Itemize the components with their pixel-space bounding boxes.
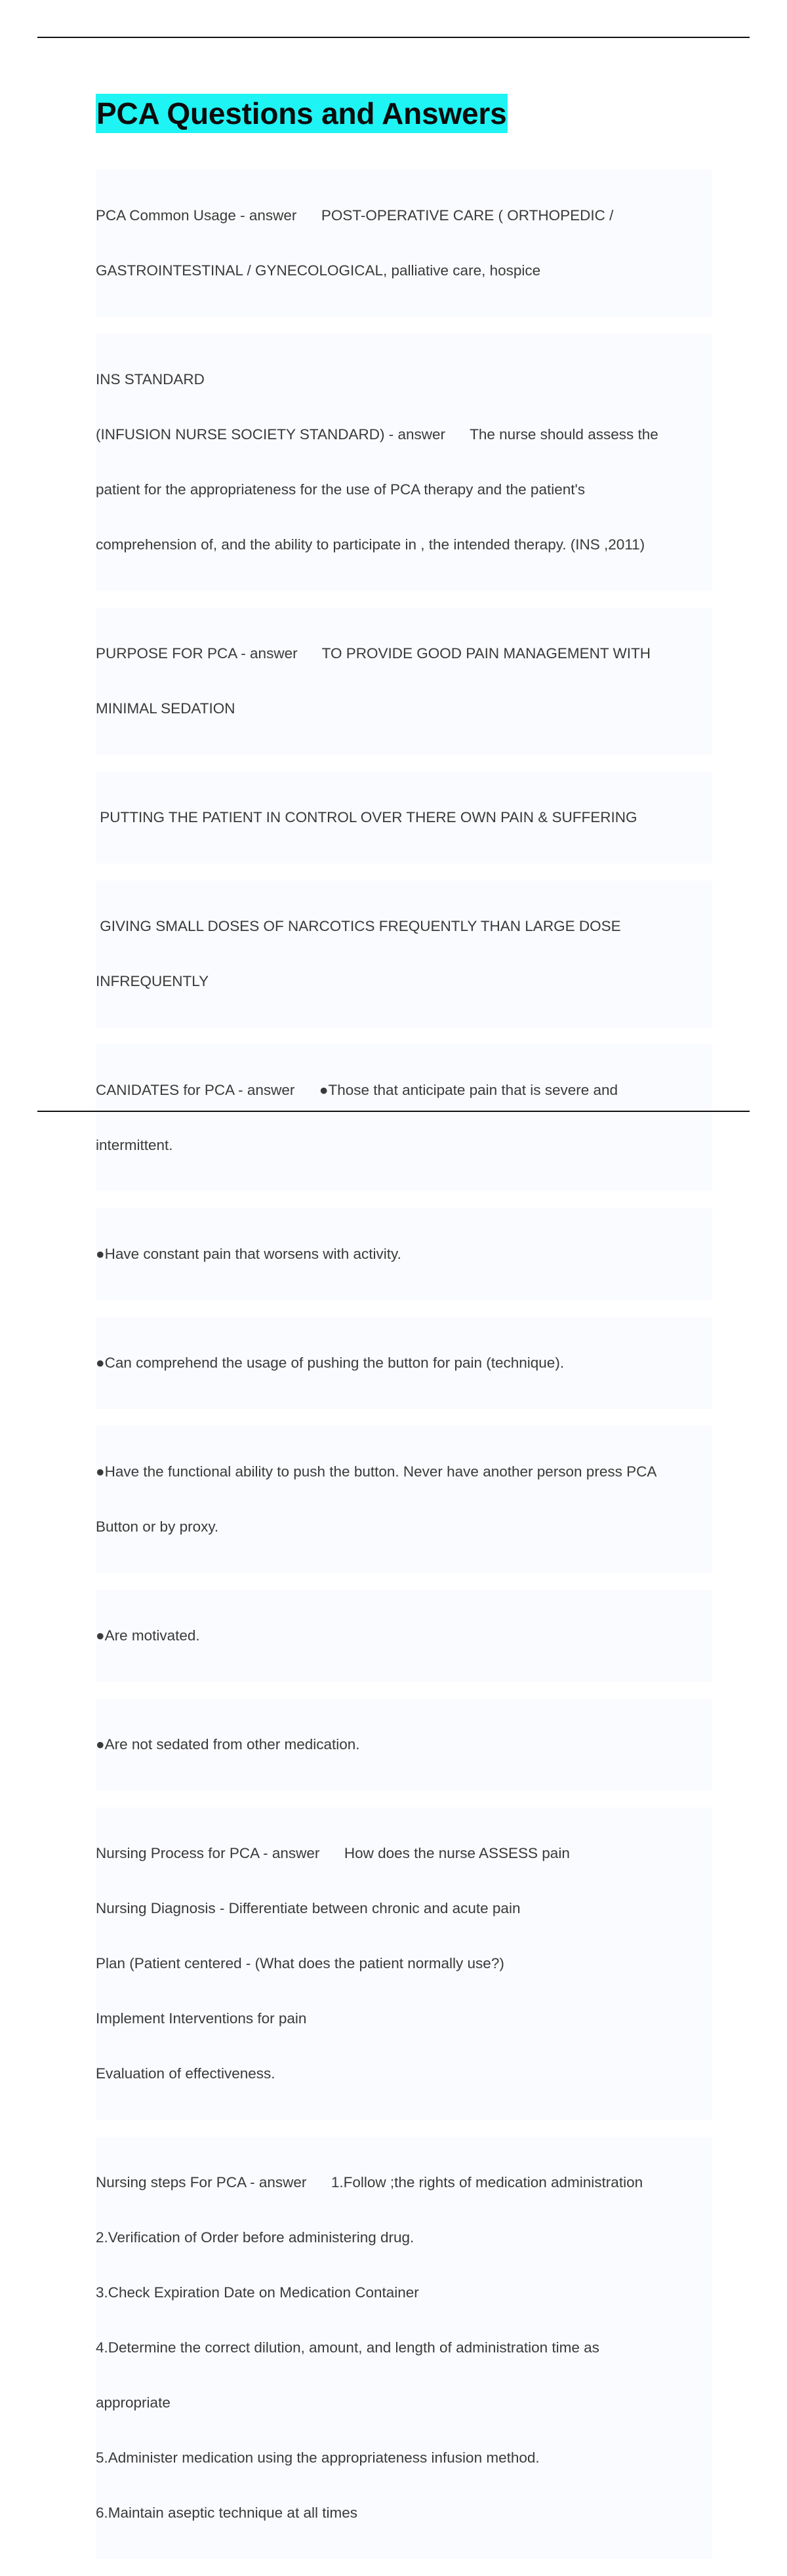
title-block xyxy=(96,94,712,133)
text-line: Implement Interventions for pain xyxy=(96,2010,307,2027)
text-line: PUTTING THE PATIENT IN CONTROL OVER THERE OWN PAIN & SUFFERING xyxy=(96,809,637,825)
text-line: 6.Maintain aseptic technique at all times xyxy=(96,2505,357,2521)
text-line: Nursing Process for PCA - answer How does the nurse ASSESS pain xyxy=(96,1845,570,1861)
text-line: MINIMAL SEDATION xyxy=(96,700,235,717)
paragraph-small-doses xyxy=(96,881,712,1027)
text-line: Nursing steps For PCA - answer 1.Follow ;the rights of medication administration xyxy=(96,2174,643,2190)
paragraph-pca-common-usage xyxy=(96,170,712,317)
text-line: 2.Verification of Order before administering drug. xyxy=(96,2229,414,2246)
text-line: 4.Determine the correct dilution, amount, and length of administration time as xyxy=(96,2339,599,2356)
paragraph-ins-standard xyxy=(96,334,712,591)
paragraph-patient-control xyxy=(96,772,712,863)
text-line: ●Are motivated. xyxy=(96,1627,200,1644)
text-line: Button or by proxy. xyxy=(96,1518,219,1535)
document-body xyxy=(96,94,712,2576)
paragraph-constant-pain xyxy=(96,1208,712,1300)
paragraph-not-sedated xyxy=(96,1699,712,1791)
text-line: Evaluation of effectiveness. xyxy=(96,2065,275,2082)
page-title: PCA Questions and Answers xyxy=(96,94,508,133)
text-line: Nursing Diagnosis - Differentiate between chronic and acute pain xyxy=(96,1900,521,1916)
text-line: PCA Common Usage - answer POST-OPERATIVE CARE ( ORTHOPEDIC / xyxy=(96,207,614,224)
text-line: (INFUSION NURSE SOCIETY STANDARD) - answer The nurse should assess the xyxy=(96,426,658,443)
paragraph-nursing-steps xyxy=(96,2137,712,2559)
top-rule xyxy=(37,37,750,38)
text-line: 5.Administer medication using the appropriateness infusion method. xyxy=(96,2449,540,2466)
paragraph-comprehend-usage xyxy=(96,1317,712,1409)
text-line: ●Have the functional ability to push the button. Never have another person press PCA xyxy=(96,1463,657,1480)
text-line: GIVING SMALL DOSES OF NARCOTICS FREQUENTLY THAN LARGE DOSE xyxy=(96,918,621,934)
text-line: PURPOSE FOR PCA - answer TO PROVIDE GOOD PAIN MANAGEMENT WITH xyxy=(96,645,651,662)
paragraph-functional-ability xyxy=(96,1426,712,1573)
text-line: comprehension of, and the ability to participate in , the intended therapy. (INS ,2011) xyxy=(96,536,645,553)
text-line: intermittent. xyxy=(96,1137,173,1153)
text-line: appropriate xyxy=(96,2394,171,2411)
text-line: ●Are not sedated from other medication. xyxy=(96,1736,360,1753)
paragraph-purpose-for-pca xyxy=(96,608,712,755)
paragraph-nursing-process xyxy=(96,1808,712,2120)
text-line: Plan (Patient centered - (What does the patient normally use?) xyxy=(96,1955,504,1972)
bottom-rule xyxy=(37,1111,750,1112)
text-line: INS STANDARD xyxy=(96,371,205,387)
text-line: INFREQUENTLY xyxy=(96,973,209,989)
text-line: ●Have constant pain that worsens with activity. xyxy=(96,1246,401,1262)
text-line: CANIDATES for PCA - answer ●Those that anticipate pain that is severe and xyxy=(96,1082,618,1098)
text-line: 3.Check Expiration Date on Medication Container xyxy=(96,2284,419,2301)
text-line: ●Can comprehend the usage of pushing the button for pain (technique). xyxy=(96,1355,565,1371)
text-line: patient for the appropriateness for the use of PCA therapy and the patient's xyxy=(96,481,586,498)
text-line: GASTROINTESTINAL / GYNECOLOGICAL, palliative care, hospice xyxy=(96,262,541,279)
paragraph-candidates-for-pca xyxy=(96,1044,712,1191)
paragraph-motivated xyxy=(96,1590,712,1682)
